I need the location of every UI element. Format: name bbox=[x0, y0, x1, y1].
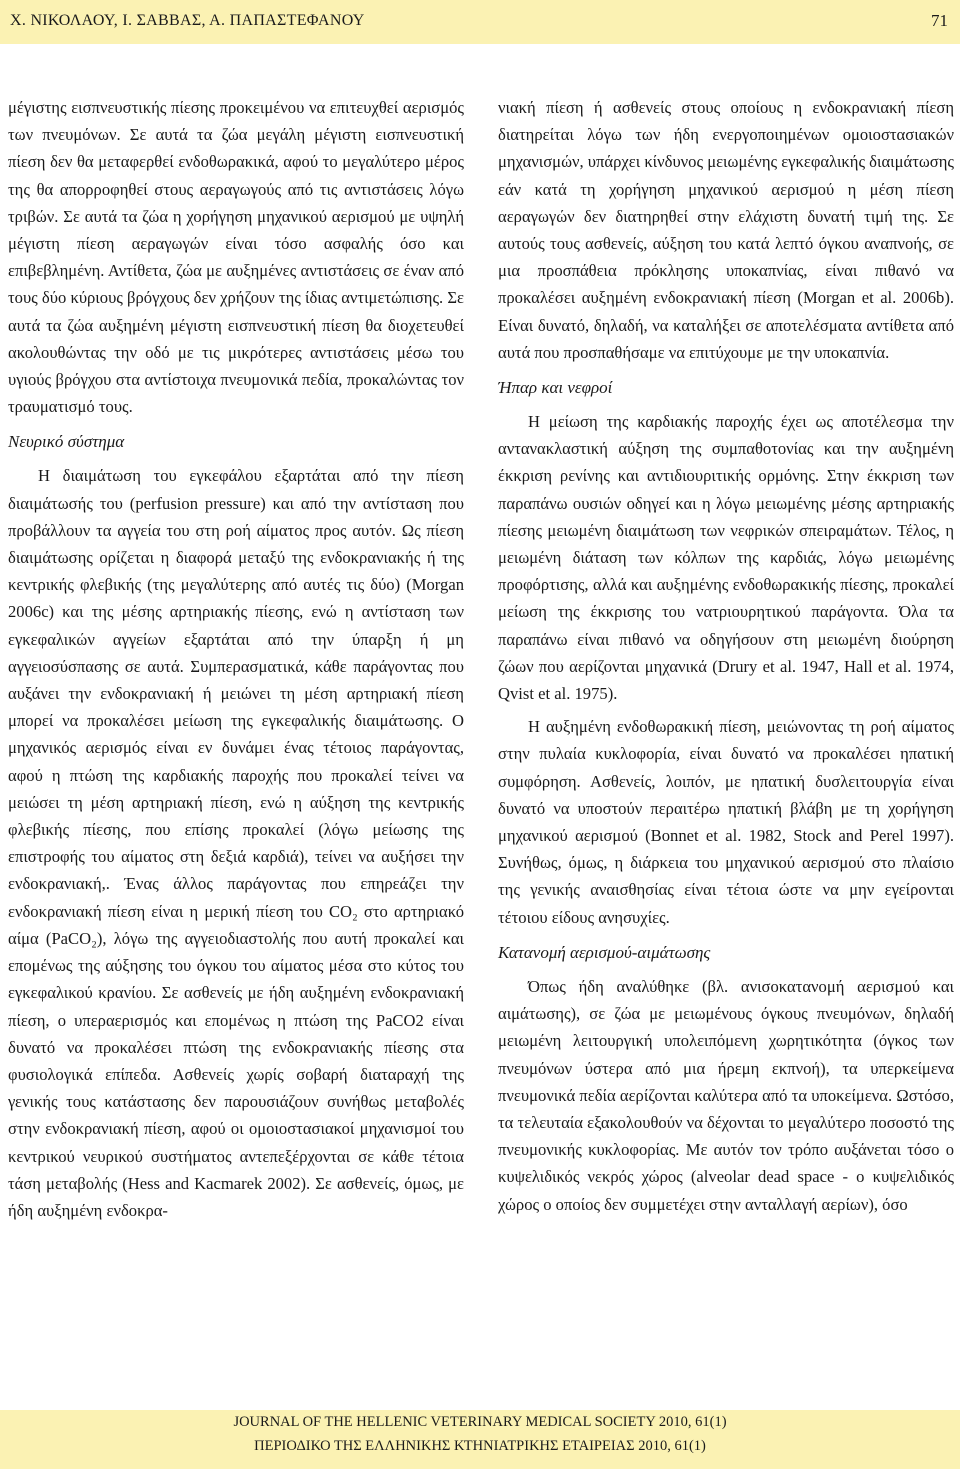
section-heading: Κατανομή αερισμού-αιμάτωσης bbox=[498, 942, 711, 962]
journal-name-english: JOURNAL OF THE HELLENIC VETERINARY MEDICAL SOCIETY 2010, 61(1) bbox=[233, 1414, 727, 1430]
page-number: 71 bbox=[931, 11, 948, 30]
running-head-authors: Χ. ΝΙΚΟΛΑΟΥ, Ι. ΣΑΒΒΑΣ, Α. ΠΑΠΑΣΤΕΦΑΝΟΥ bbox=[10, 12, 365, 29]
body-paragraph: Η μείωση της καρδιακής παροχής έχει ως αποτέλεσμα την αντανακλαστική αύξηση της συμπαθοτονίας και την αυξημένη έκκριση ρενίνης και αντιδιουριτικής ορμόνης. Στην έκκριση των παραπάνω ουσιών οδηγεί και η λόγω μειωμένης μέσης αρτηριακής πίεσης μειωμένη διαιμάτωση των νεφρικών σπειραμάτων. Τέλος, η μειωμένη διάταση των κόλπων της καρδιάς, λόγω μειωμένης προφόρτισης, αλλά και αυξημένης ενδοθωρακικής πίεσης, προκαλεί μείωση της έκκρισης του νατριουρητικού παράγοντα. Όλα τα παραπάνω είναι πιθανό να οδηγήσουν στη μειωμένη διούρηση ζώων που αερίζονται μηχανικά (Drury et al. 1947, Hall et al. 1974, Qvist et al. 1975). bbox=[498, 412, 954, 704]
right-column bbox=[498, 94, 954, 1218]
section-heading: Ήπαρ και νεφροί bbox=[498, 378, 613, 398]
section-heading: Νευρικό σύστημα bbox=[8, 432, 125, 452]
body-paragraph: Η αυξημένη ενδοθωρακική πίεση, μειώνοντας τη ροή αίματος στην πυλαία κυκλοφορία, είναι δυνατό να προκαλέσει ηπατική συμφόρηση. Ασθενείς, λοιπόν, με ηπατική δυσλειτουργία είναι δυνατό να υποστούν περαιτέρω ηπατική βλάβη με τη χορήγηση μηχανικού αερισμού (Bonnet et al. 1982, Stock and Perel 1997). Συνήθως, όμως, η διάρκεια του μηχανικού αερισμού στο πλαίσιο της γενικής αναισθησίας είναι τέτοια ώστε να μην εγείρονται τέτοιου είδους ανησυχίες. bbox=[498, 717, 954, 927]
body-paragraph: Η διαιμάτωση του εγκεφάλου εξαρτάται από την πίεση διαιμάτωσής του (perfusion pressure) και από την αντίσταση που προβάλλουν τα αγγεία του στη ροή αίματος προς αυτόν. Ως πίεση διαιμάτωσης ορίζεται η διαφορά μεταξύ της ενδοκρανιακής ή της κεντρικής φλεβικής (της μεγαλύτερης από αυτές τις δύο) (Morgan 2006c) και της μέσης αρτηριακής πίεσης, ενώ η αντίσταση των εγκεφαλικών αγγείων εξαρτάται από την ύπαρξη ή μη αγγειοσύσπασης σε αυτά. Συμπερασματικά, κάθε παράγοντας που αυξάνει την ενδοκρανιακή ή μειώνει τη μέση αρτηριακή πίεση μπορεί να προκαλέσει μείωση της εγκεφαλικής διαιμάτωσης. Ο μηχανικός αερισμός είναι εν δυνάμει ένας τέτοιος παράγοντας, αφού η πτώση της καρδιακής παροχής που προκαλεί τείνει να μειώσει τη μέση αρτηριακή πίεση, ενώ η αύξηση της κεντρικής φλεβικής πίεσης, που επίσης προκαλεί (λόγω μείωσης της επιστροφής του αίματος στη δεξιά καρδιά), τείνει να αυξήσει την ενδοκρανιακή,. Ένας άλλος παράγοντας που επηρεάζει την ενδοκρανιακή πίεση είναι η μερική πίεση του CO₂ στο αρτηριακό αίμα (PaCO₂), λόγω της αγγειοδιαστολής που αυτή προκαλεί και επομένως της αύξησης του όγκου του αίματος μέσα στο κύτος του εγκεφαλικού κρανίου. Σε ασθενείς με ήδη αυξημένη ενδοκρανιακή πίεση, ο υπεραερισμός και επομένως η πτώση της PaCO2 είναι δυνατό να προκαλέσει πτώση της ενδοκρανιακής πίεσης στα φυσιολογικά επίπεδα. Ασθενείς χωρίς σοβαρή διαταραχή της γενικής τους κατάστασης δεν παρουσιάζουν συνήθως μεταβολές στην ενδοκρανιακή πίεση, αφού οι ομοιοστασιακοί μηχανισμοί του κεντρικού νευρικού συστήματος αντεπεξέρχονται σε κάθε τέτοια τάση μεταβολής (Hess and Kacmarek 2002). Σε ασθενείς, όμως, με ήδη αυξημένη ενδοκρα- bbox=[8, 466, 464, 1220]
body-paragraph: Όπως ήδη αναλύθηκε (βλ. ανισοκατανομή αερισμού και αιμάτωσης), σε ζώα με μειωμένους όγκους πνευμόνων, δηλαδή μειωμένη λειτουργική υπολειπόμενη χωρητικότητα (όγκος των πνευμόνων ύστερα από μια ήρεμη εκπνοή), τα υπερκείμενα πνευμονικά πεδία αερίζονται καλύτερα από τα υποκείμενα. Ωστόσο, τα τελευταία εξακολουθούν να δέχονται το μεγαλύτερο ποσοστό της πνευμονικής κυκλοφορίας. Με αυτόν τον τρόπο αυξάνεται τόσο ο κυψελιδικός νεκρός χώρος (alveolar dead space - ο κυψελιδικός χώρος ο οποίος δεν συμμετέχει στην ανταλλαγή αερίων), όσο bbox=[498, 976, 954, 1214]
body-paragraph: μέγιστης εισπνευστικής πίεσης προκειμένου να επιτευχθεί αερισμός των πνευμόνων. Σε αυτά τα ζώα μεγάλη μέγιστη εισπνευστική πίεση δεν θα μεταφερθεί ενδοθωρακικά, αφού το μεγαλύτερο μέρος της θα απορροφηθεί στους αεραγωγούς από τις αντιστάσεις λόγω τριβών. Σε αυτά τα ζώα η χορήγηση μηχανικού αερισμού με υψηλή μέγιστη πίεση αεραγωγών είναι τόσο ασφαλής όσο και επιβεβλημένη. Αντίθετα, ζώα με αυξημένες αντιστάσεις σε έναν από τους δύο κύριους βρόγχους δεν χρήζουν της ίδιας αντιμετώπισης. Σε αυτά τα ζώα αυξημένη μέγιστη εισπνευστική πίεση θα διοχετευθεί ακολουθώντας την οδό με τις μικρότερες αντιστάσεις μέσω του υγιούς βρόγχου στα αντίστοιχα πνευμονικά πεδία, προκαλώντας τον τραυματισμό τους. bbox=[8, 98, 464, 417]
left-column bbox=[8, 94, 464, 1224]
journal-name-greek: ΠΕΡΙΟΔΙΚΟ ΤΗΣ ΕΛΛΗΝΙΚΗΣ ΚΤΗΝΙΑΤΡΙΚΗΣ ΕΤΑΙΡΕΙΑΣ 2010, 61(1) bbox=[254, 1438, 706, 1454]
body-paragraph: νιακή πίεση ή ασθενείς στους οποίους η ενδοκρανιακή πίεση διατηρείται λόγω των ήδη ενεργοποιημένων ομοιοστασιακών μηχανισμών, υπάρχει κίνδυνος μειωμένης εγκεφαλικής διαιμάτωσης εάν κατά τη χορήγηση μηχανικού αερισμού η μέση πίεση αεραγωγών δεν διατηρηθεί στην ελάχιστη δυνατή τιμή της. Σε αυτούς τους ασθενείς, αύξηση του κατά λεπτό όγκου αναπνοής, σε μια προσπάθεια πρόκλησης υποκαπνίας, είναι πιθανό να προκαλέσει αυξημένη ενδοκρανιακή πίεση (Morgan et al. 2006b). Είναι δυνατό, δηλαδή, να καταλήξει σε αποτελέσματα αντίθετα από αυτά που προσπαθήσαμε να επιτύχουμε με την υποκαπνία. bbox=[498, 98, 954, 362]
